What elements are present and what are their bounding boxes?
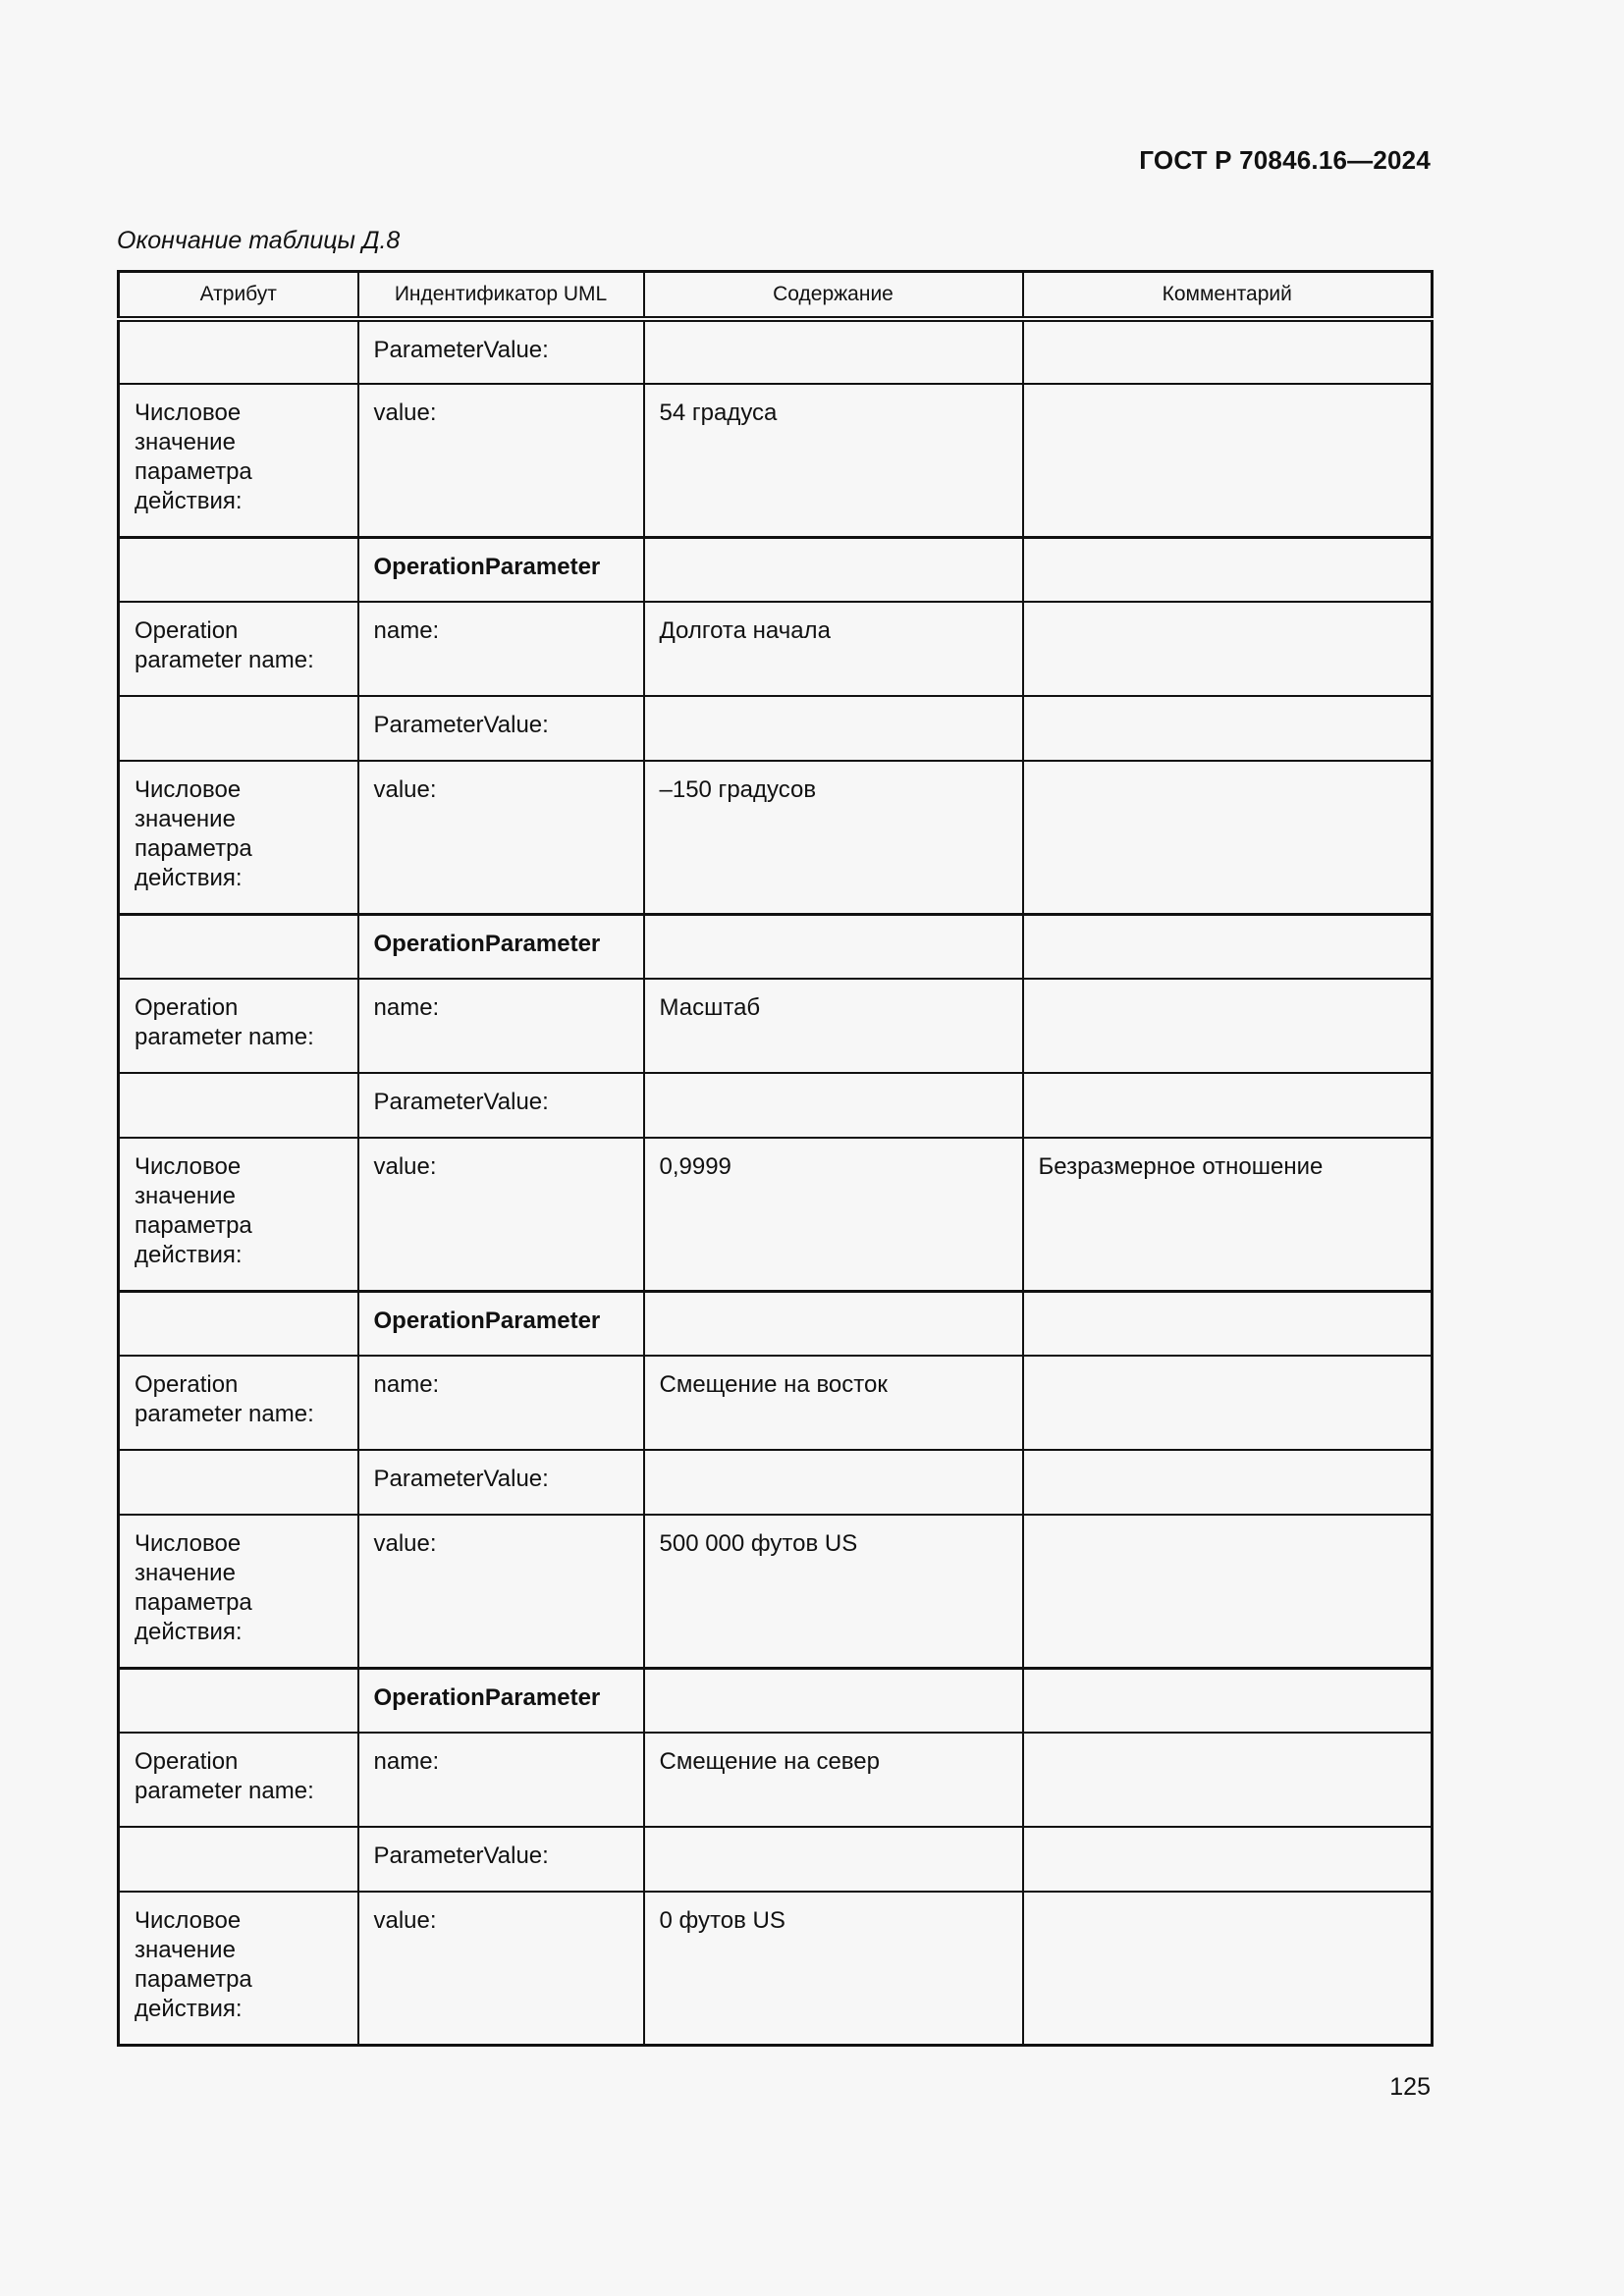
cell-uml-identifier: value: — [358, 761, 644, 914]
column-header-content: Содержание — [644, 272, 1023, 320]
cell-uml-identifier: ParameterValue: — [358, 1450, 644, 1515]
cell-content — [644, 696, 1023, 761]
table-row — [119, 1073, 1433, 1138]
cell-uml-identifier: name: — [358, 602, 644, 696]
cell-content — [644, 914, 1023, 979]
cell-content: Смещение на восток — [644, 1356, 1023, 1450]
table-row — [119, 914, 1433, 979]
cell-comment — [1023, 979, 1433, 1073]
cell-attribute: Operation parameter name: — [119, 1733, 358, 1827]
cell-attribute: Числовое значение параметра действия: — [119, 384, 358, 537]
cell-content — [644, 1291, 1023, 1356]
cell-attribute — [119, 537, 358, 602]
cell-attribute: Числовое значение параметра действия: — [119, 761, 358, 914]
table-row — [119, 1733, 1433, 1827]
column-header-attribute: Атрибут — [119, 272, 358, 320]
table-row — [119, 384, 1433, 537]
cell-content: 54 градуса — [644, 384, 1023, 537]
table-body — [119, 319, 1433, 2045]
cell-comment — [1023, 319, 1433, 384]
cell-attribute: Числовое значение параметра действия: — [119, 1138, 358, 1291]
cell-content: Долгота начала — [644, 602, 1023, 696]
cell-attribute — [119, 1668, 358, 1733]
cell-comment — [1023, 1892, 1433, 2045]
cell-attribute — [119, 1073, 358, 1138]
cell-comment: Безразмерное отношение — [1023, 1138, 1433, 1291]
cell-content — [644, 1668, 1023, 1733]
cell-comment — [1023, 1450, 1433, 1515]
table-row — [119, 1668, 1433, 1733]
cell-comment — [1023, 914, 1433, 979]
cell-comment — [1023, 1733, 1433, 1827]
cell-content: –150 градусов — [644, 761, 1023, 914]
table-row — [119, 537, 1433, 602]
cell-comment — [1023, 1356, 1433, 1450]
cell-uml-identifier: value: — [358, 1515, 644, 1668]
cell-comment — [1023, 696, 1433, 761]
cell-content — [644, 537, 1023, 602]
table-header-row — [119, 272, 1433, 320]
cell-comment — [1023, 1827, 1433, 1892]
cell-uml-identifier: ParameterValue: — [358, 696, 644, 761]
cell-attribute — [119, 914, 358, 979]
cell-content: 0 футов US — [644, 1892, 1023, 2045]
cell-comment — [1023, 1291, 1433, 1356]
table-row — [119, 319, 1433, 384]
table-row — [119, 1450, 1433, 1515]
cell-attribute: Operation parameter name: — [119, 979, 358, 1073]
cell-content: 500 000 футов US — [644, 1515, 1023, 1668]
cell-content — [644, 1450, 1023, 1515]
cell-attribute: Числовое значение параметра действия: — [119, 1515, 358, 1668]
table-row — [119, 1356, 1433, 1450]
table-row — [119, 1515, 1433, 1668]
cell-content: Масштаб — [644, 979, 1023, 1073]
cell-uml-identifier: name: — [358, 1733, 644, 1827]
cell-attribute: Числовое значение параметра действия: — [119, 1892, 358, 2045]
table-row — [119, 761, 1433, 914]
cell-uml-identifier: OperationParameter — [358, 537, 644, 602]
table-row — [119, 1291, 1433, 1356]
cell-comment — [1023, 602, 1433, 696]
cell-uml-identifier: ParameterValue: — [358, 1827, 644, 1892]
cell-comment — [1023, 384, 1433, 537]
cell-uml-identifier: value: — [358, 384, 644, 537]
cell-uml-identifier: OperationParameter — [358, 1291, 644, 1356]
cell-attribute — [119, 696, 358, 761]
cell-uml-identifier: name: — [358, 979, 644, 1073]
cell-uml-identifier: OperationParameter — [358, 914, 644, 979]
table-row — [119, 696, 1433, 761]
table-row — [119, 1138, 1433, 1291]
cell-uml-identifier: name: — [358, 1356, 644, 1450]
cell-content: 0,9999 — [644, 1138, 1023, 1291]
table-row — [119, 1827, 1433, 1892]
column-header-uml-identifier: Индентификатор UML — [358, 272, 644, 320]
table-row — [119, 1892, 1433, 2045]
cell-comment — [1023, 761, 1433, 914]
cell-attribute — [119, 1291, 358, 1356]
cell-attribute — [119, 1827, 358, 1892]
cell-comment — [1023, 1073, 1433, 1138]
cell-comment — [1023, 1668, 1433, 1733]
cell-comment — [1023, 1515, 1433, 1668]
cell-content — [644, 1827, 1023, 1892]
cell-content — [644, 1073, 1023, 1138]
cell-uml-identifier: ParameterValue: — [358, 319, 644, 384]
cell-uml-identifier: value: — [358, 1892, 644, 2045]
page-number: 125 — [1389, 2073, 1431, 2101]
cell-attribute: Operation parameter name: — [119, 1356, 358, 1450]
cell-uml-identifier: OperationParameter — [358, 1668, 644, 1733]
cell-content — [644, 319, 1023, 384]
cell-attribute — [119, 1450, 358, 1515]
table-caption: Окончание таблицы Д.8 — [117, 227, 401, 254]
column-header-comment: Комментарий — [1023, 272, 1433, 320]
cell-attribute: Operation parameter name: — [119, 602, 358, 696]
document-code: ГОСТ Р 70846.16—2024 — [1139, 145, 1431, 175]
cell-attribute — [119, 319, 358, 384]
cell-content: Смещение на север — [644, 1733, 1023, 1827]
attribute-table — [117, 270, 1434, 2047]
cell-uml-identifier: ParameterValue: — [358, 1073, 644, 1138]
table-row — [119, 602, 1433, 696]
cell-comment — [1023, 537, 1433, 602]
cell-uml-identifier: value: — [358, 1138, 644, 1291]
table-row — [119, 979, 1433, 1073]
